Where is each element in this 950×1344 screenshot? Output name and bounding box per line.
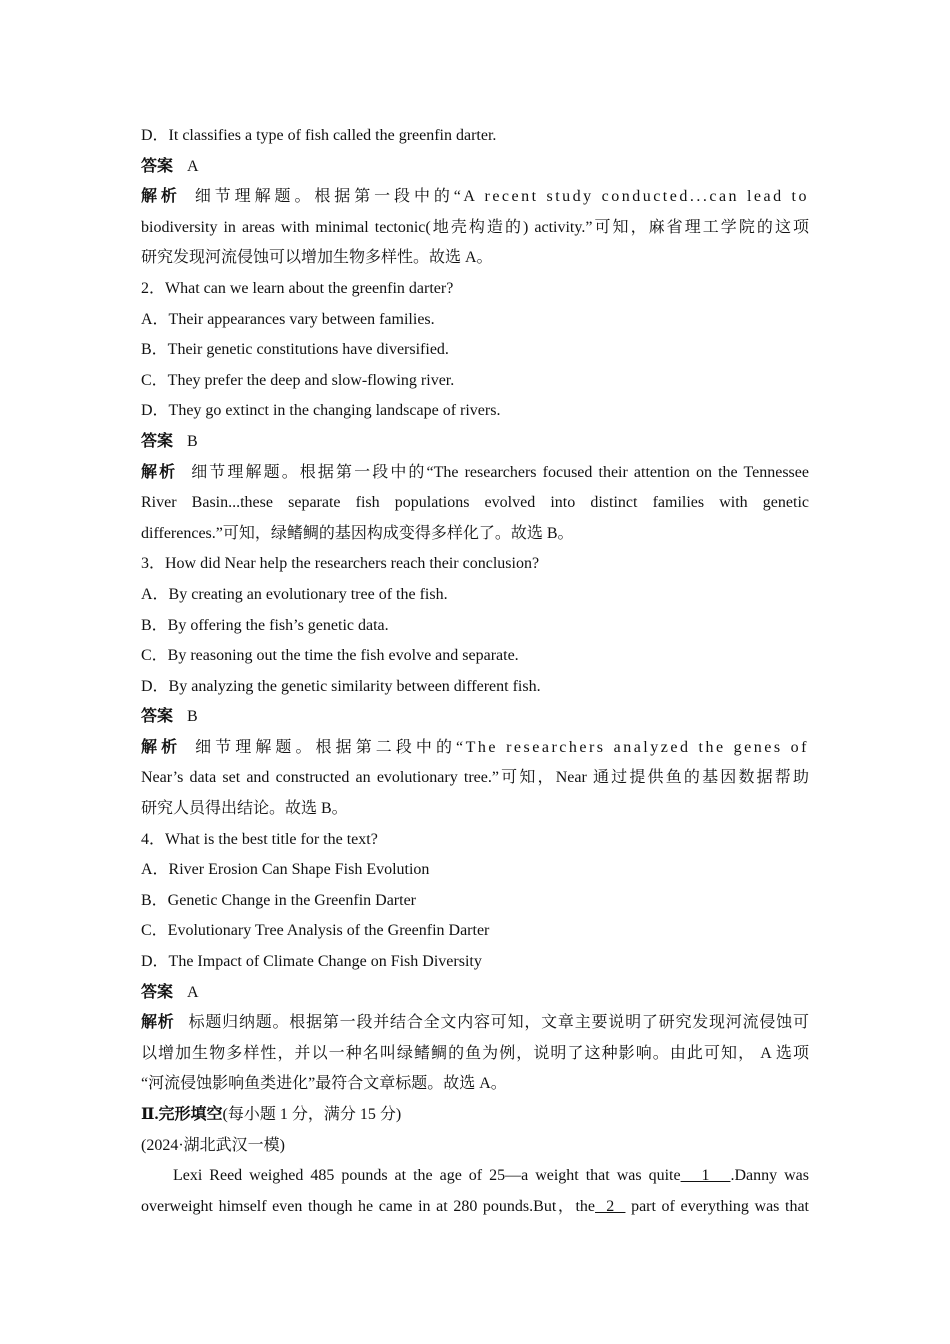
q3-option-b: B．By offering the fish’s genetic data. xyxy=(141,616,389,634)
cloze-line-2 xyxy=(141,1192,809,1223)
q3-stem: 3．How did Near help the researchers reach their conclusion? xyxy=(141,555,540,573)
analysis-label: 解析 xyxy=(141,1014,175,1032)
analysis-text: 细节理解题。根据第一段中的“A recent study conducted...can lead to xyxy=(194,188,809,206)
q3-option-c: C．By reasoning out the time the fish evolve and separate. xyxy=(141,647,519,665)
q4-stem: 4．What is the best title for the text? xyxy=(141,830,378,848)
document-page xyxy=(141,121,809,1222)
cloze-text: .Danny was xyxy=(730,1167,809,1185)
answer-line-3 xyxy=(141,702,809,733)
q2-option-a: A．Their appearances vary between families. xyxy=(141,310,435,328)
analysis-4-line-1 xyxy=(141,1008,809,1039)
section-title-rest: (每小题 1 分，满分 15 分) xyxy=(222,1106,402,1123)
analysis-label: 解析 xyxy=(141,463,178,481)
analysis-text: 标题归纳题。根据第一段并结合全文内容可知，文章主要说明了研究发现河流侵蚀可 xyxy=(188,1014,809,1032)
q2-option-b: B．Their genetic constitutions have diversified. xyxy=(141,341,449,359)
analysis-3-line-2: Near’s data set and constructed an evolutionary tree.”可知，Near 通过提供鱼的基因数据帮助 xyxy=(141,769,809,787)
q4-option-b: B．Genetic Change in the Greenfin Darter xyxy=(141,891,417,909)
cloze-blank-2: 2 xyxy=(595,1197,626,1215)
q3-option-d: D．By analyzing the genetic similarity between different fish. xyxy=(141,677,541,695)
q4-option-c: C．Evolutionary Tree Analysis of the Greenfin Darter xyxy=(141,922,490,940)
section-2-title xyxy=(141,1100,809,1131)
analysis-text: 细节理解题。根据第二段中的“The researchers analyzed the genes of xyxy=(195,738,809,756)
cloze-text: Lexi Reed weighed 485 pounds at the age of 25—a weight that was quite xyxy=(173,1167,681,1185)
analysis-1-line-3: 研究发现河流侵蚀可以增加生物多样性。故选 A。 xyxy=(141,249,493,267)
analysis-label: 解析 xyxy=(141,188,181,206)
q2-option-d: D．They go extinct in the changing landscape of rivers. xyxy=(141,402,501,420)
analysis-2-line-2: River Basin...these separate fish populations evolved into distinct families with genetic xyxy=(141,494,809,512)
q1-option-d: D．It classifies a type of fish called the greenfin darter. xyxy=(141,127,497,144)
q4-option-d: D．The Impact of Climate Change on Fish Diversity xyxy=(141,953,482,971)
q4-option-a: A．River Erosion Can Shape Fish Evolution xyxy=(141,861,430,879)
answer-line-4 xyxy=(141,978,809,1009)
answer-label: 答案 xyxy=(141,983,174,1001)
section-title-bold: Ⅱ.完形填空 xyxy=(141,1106,223,1123)
answer-value: B xyxy=(187,708,198,726)
analysis-1-line-2: biodiversity in areas with minimal tectonic(地壳构造的) activity.”可知，麻省理工学院的这项 xyxy=(141,218,809,236)
answer-line-2 xyxy=(141,427,809,458)
answer-value: B xyxy=(187,432,198,450)
analysis-2-line-3: differences.”可知，绿鳍鲷的基因构成变得多样化了。故选 B。 xyxy=(141,524,574,542)
analysis-label: 解析 xyxy=(141,738,182,756)
analysis-4-line-3: “河流侵蚀影响鱼类进化”最符合文章标题。故选 A。 xyxy=(141,1075,507,1093)
answer-label: 答案 xyxy=(141,708,174,726)
answer-value: A xyxy=(187,983,199,1001)
answer-label: 答案 xyxy=(141,432,174,450)
analysis-text: 细节理解题。根据第一段中的“The researchers focused their attention on the Tennessee xyxy=(191,463,809,481)
answer-value: A xyxy=(187,157,199,175)
analysis-4-line-2: 以增加生物多样性，并以一种名叫绿鳍鲷的鱼为例，说明了这种影响。由此可知， A 选项 xyxy=(141,1044,809,1062)
section-2-source: (2024·湖北武汉一模) xyxy=(141,1136,285,1154)
analysis-1-line-1 xyxy=(141,182,809,213)
analysis-3-line-3: 研究人员得出结论。故选 B。 xyxy=(141,800,348,818)
analysis-3-line-1 xyxy=(141,733,809,764)
q2-option-c: C．They prefer the deep and slow-flowing river. xyxy=(141,371,455,389)
cloze-text: part of everything was that xyxy=(625,1197,809,1215)
cloze-text: overweight himself even though he came in at 280 pounds.But，the xyxy=(141,1197,596,1215)
answer-line-1 xyxy=(141,152,809,183)
q3-option-a: A．By creating an evolutionary tree of the fish. xyxy=(141,585,448,603)
cloze-blank-1: 1 xyxy=(680,1167,731,1185)
q2-stem: 2．What can we learn about the greenfin darter? xyxy=(141,279,454,297)
answer-label: 答案 xyxy=(141,157,174,175)
analysis-2-line-1 xyxy=(141,458,809,489)
cloze-line-1 xyxy=(141,1161,809,1192)
